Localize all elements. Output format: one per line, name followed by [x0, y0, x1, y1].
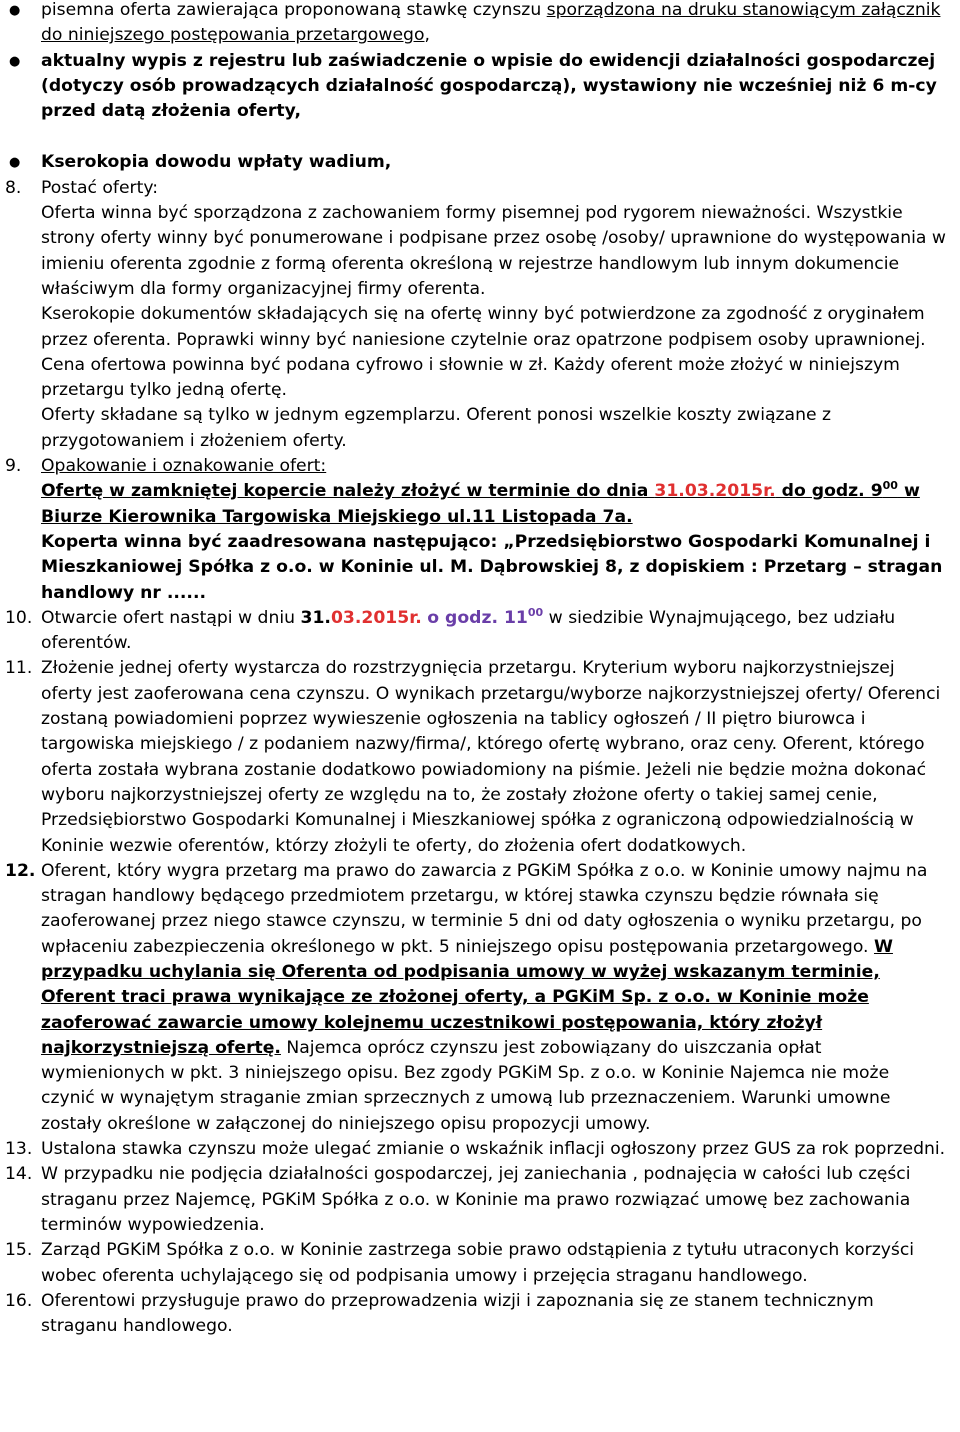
section-title: Opakowanie i oznakowanie ofert:	[41, 456, 327, 477]
section-10: 10. Otwarcie ofert nastąpi w dniu 31.03.2015r. o godz. $11^{00}$ w siedzibie Wynajmującego, bez udziału oferentów.	[5, 605, 896, 654]
paragraph: Kserokopie dokumentów składających się na ofertę winny być potwierdzone za zgodność z oryginałem przez oferenta. Poprawki winny być naniesione czytelnie oraz opatrzone podpisem osoby uprawnionej. Cena ofertowa powinna być podana cyfrowo i słownie w zł. Każdy oferent może złożyć w niniejszym przetargu tylko jedną ofertę.	[41, 304, 926, 401]
section-title: Postać oferty:	[41, 177, 159, 198]
section-number: 13.	[5, 1139, 33, 1160]
bullet-item-registry-extract: ● aktualny wypis z rejestru lub zaświadczenie o wpisie do ewidencji działalności gospodarczej (dotyczy osób prowadzących działalność gospodarczą), wystawiony nie wcześniej niż 6 m-cy przed datą złożenia oferty,	[9, 50, 937, 122]
section-14: 14. W przypadku nie podjęcia działalności gospodarczej, jej zaniechania , podnajęcia w całości lub części straganu przez Najemcę, PGKiM Spółka z o.o. w Koninie ma prawo rozwiązać umowę bez zachowania terminów wypowiedzenia.	[5, 1164, 911, 1235]
section-8	[0, 176, 960, 454]
section-11: 11. Złożenie jednej oferty wystarcza do rozstrzygnięcia przetargu. Kryterium wyboru najkorzystniejszej oferty jest zaoferowana cena czynszu. O wynikach przetargu/wyborze najkorzystniejszej oferty/ Oferenci zostaną powiadomieni poprzez wywieszenie ogłoszenia na tablicy ogłoszeń / II piętro biurowca i targowiska miejskiego / z podaniem nazwy/firma/, którego ofertę wybrano, oraz ceny. Oferent, którego oferta została wybrana zostanie dodatkowo powiadomiony na piśmie. Jeżeli nie będzie można dokonać wyboru najkorzystniejszej oferty ze względu na to, że zostały złożone oferty o takiej samej cenie, Przedsiębiorstwo Gospodarki Komunalnej i Mieszkaniowej spółka z ograniczoną odpowiedzialnością w Koninie wezwie oferentów, którzy złożyli te oferty, do złożenia ofert dodatkowych.	[5, 658, 941, 856]
section-16: 16. Oferentowi przysługuje prawo do przeprowadzenia wizji i zapoznania się ze stanem technicznym straganu handlowego.	[5, 1290, 874, 1337]
section-number: 14.	[5, 1164, 33, 1185]
section-number: 16.	[5, 1290, 33, 1311]
section-number: 15.	[5, 1240, 33, 1261]
section-number: 8.	[5, 177, 22, 198]
bullet-item-written-offer: ● pisemna oferta zawierająca proponowaną stawkę czynszu sporządzona na druku stanowiącym załącznik do niniejszego postępowania przetargowego,	[9, 0, 941, 46]
section-13: 13. Ustalona stawka czynszu może ulegać zmianie o wskaźnik inflacji ogłoszony przez GUS za rok poprzedni.	[0, 1137, 960, 1162]
opening-time: o godz. $11^{00}$	[427, 605, 544, 628]
bullet-icon: ●	[9, 3, 21, 18]
section-number: 12.	[5, 860, 36, 881]
envelope-address: Koperta winna być zaadresowana następująco: „Przedsiębiorstwo Gospodarki Komunalnej i Mieszkaniowej Spółka z o.o. w Koninie ul. M. Dąbrowskiej 8, z dopiskiem : Przetarg – stragan handlowy nr ......	[41, 531, 943, 603]
section-12: 12. Oferent, który wygra przetarg ma prawo do zawarcia z PGKiM Spółka z o.o. w Koninie umowy najmu na stragan handlowy będącego przedmiotem przetargu, w której stawka czynszu będzie równała się zaoferowanej przez niego stawce czynszu, w terminie 5 dni od daty ogłoszenia o wyniku przetargu, po wpłaceniu zabezpieczenia określonego w pkt. 5 niniejszego opisu postępowania przetargowego. W przypadku uchylania się Oferenta od podpisania umowy w wyżej wskazanym terminie, Oferent traci prawa wynikające ze złożonej oferty, a PGKiM Sp. z o.o. w Koninie może zaoferować zawarcie umowy kolejnemu uczestnikowi postępowania, który złożył najkorzystniejszą ofertę. Najemca oprócz czynszu jest zobowiązany do uiszczania opłat wymienionych w pkt. 3 niniejszego opisu. Bez zgody PGKiM Sp. z o.o. w Koninie Najemca nie może czynić w wynajętym straganie zmian sprzecznych z umową lub przeznaczeniem. Warunki umowne zostały określone w załączonej do niniejszego opisu propozycji umowy.	[5, 860, 928, 1134]
opening-date: 31.03.2015r.	[300, 607, 422, 628]
bullet-icon: ●	[9, 53, 21, 69]
section-15: 15. Zarząd PGKiM Spółka z o.o. w Koninie zastrzega sobie prawo odstąpienia z tytułu utraconych korzyści wobec oferenta uchylającego się od podpisania umowy i przejęcia straganu handlowego.	[5, 1240, 915, 1286]
section-9	[0, 454, 960, 606]
submission-deadline: Ofertę w zamkniętej kopercie należy złożyć w terminie do dnia 31.03.2015r. do godz. $9^{00}$ w Biurze Kierownika Targowiska Miejskiego ul.11 Listopada 7a.	[41, 479, 920, 527]
bullet-icon: ●	[9, 155, 21, 171]
refusal-clause: W przypadku uchylania się Oferenta od podpisania umowy w wyżej wskazanym terminie, Oferent traci prawa wynikające ze złożonej oferty, a PGKiM Sp. z o.o. w Koninie może zaoferować zawarcie umowy kolejnemu uczestnikowi postępowania, który złożył najkorzystniejszą ofertę.	[41, 936, 893, 1058]
attachment-reference: sporządzona na druku stanowiącym załącznik do niniejszego postępowania przetargowego	[41, 0, 941, 46]
section-number: 11.	[5, 658, 33, 679]
bullet-item-deposit-copy: ● Kserokopia dowodu wpłaty wadium,	[0, 150, 960, 175]
section-number: 10.	[5, 607, 33, 628]
deadline-date: 31.03.2015r.	[654, 481, 776, 502]
paragraph: Oferta winna być sporządzona z zachowaniem formy pisemnej pod rygorem nieważności. Wszystkie strony oferty winny być ponumerowane i podpisane przez osobę /osoby/ uprawnione do występowania w imieniu oferenta zgodnie z formą oferenta określoną w rejestrze handlowym lub innym dokumencie właściwym dla formy organizacyjnej firmy oferenta.	[41, 203, 946, 299]
paragraph: Oferty składane są tylko w jednym egzemplarzu. Oferent ponosi wszelkie koszty związane z przygotowaniem i złożeniem oferty.	[41, 405, 832, 451]
section-number: 9.	[5, 456, 22, 477]
